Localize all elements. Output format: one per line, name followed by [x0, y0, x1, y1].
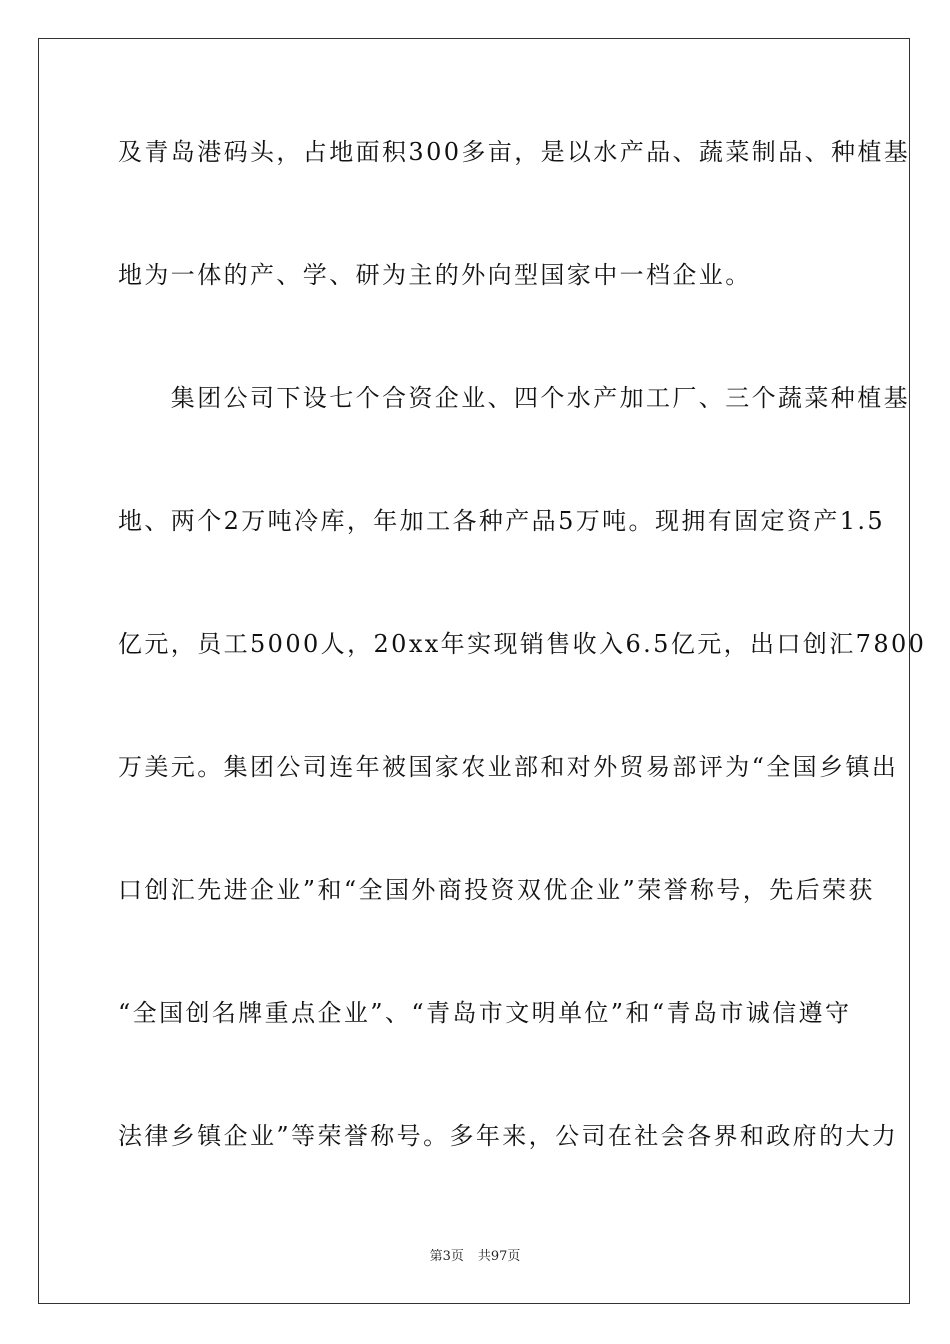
text-line: 口创汇先进企业”和“全国外商投资双优企业”荣誉称号，先后荣获 [118, 876, 875, 904]
text-line: 地为一体的产、学、研为主的外向型国家中一档企业。 [118, 261, 752, 289]
text-line: 及青岛港码头，占地面积300多亩，是以水产品、蔬菜制品、种植基 [118, 138, 911, 166]
text-line: “全国创名牌重点企业”、“青岛市文明单位”和“青岛市诚信遵守 [118, 999, 852, 1027]
page-number: 第3页 [429, 1249, 464, 1264]
total-pages: 共97页 [477, 1249, 521, 1264]
page-border [38, 38, 927, 1304]
page-footer [0, 1248, 950, 1266]
text-line: 法律乡镇企业”等荣誉称号。多年来，公司在社会各界和政府的大力 [118, 1122, 899, 1150]
text-line: 亿元，员工5000人，20xx年实现销售收入6.5亿元，出口创汇7800 [118, 630, 927, 658]
text-line: 集团公司下设七个合资企业、四个水产加工厂、三个蔬菜种植基 [118, 384, 910, 412]
text-line: 地、两个2万吨冷库，年加工各种产品5万吨。现拥有固定资产1.5 [118, 507, 886, 535]
text-line: 万美元。集团公司连年被国家农业部和对外贸易部评为“全国乡镇出 [118, 753, 899, 781]
